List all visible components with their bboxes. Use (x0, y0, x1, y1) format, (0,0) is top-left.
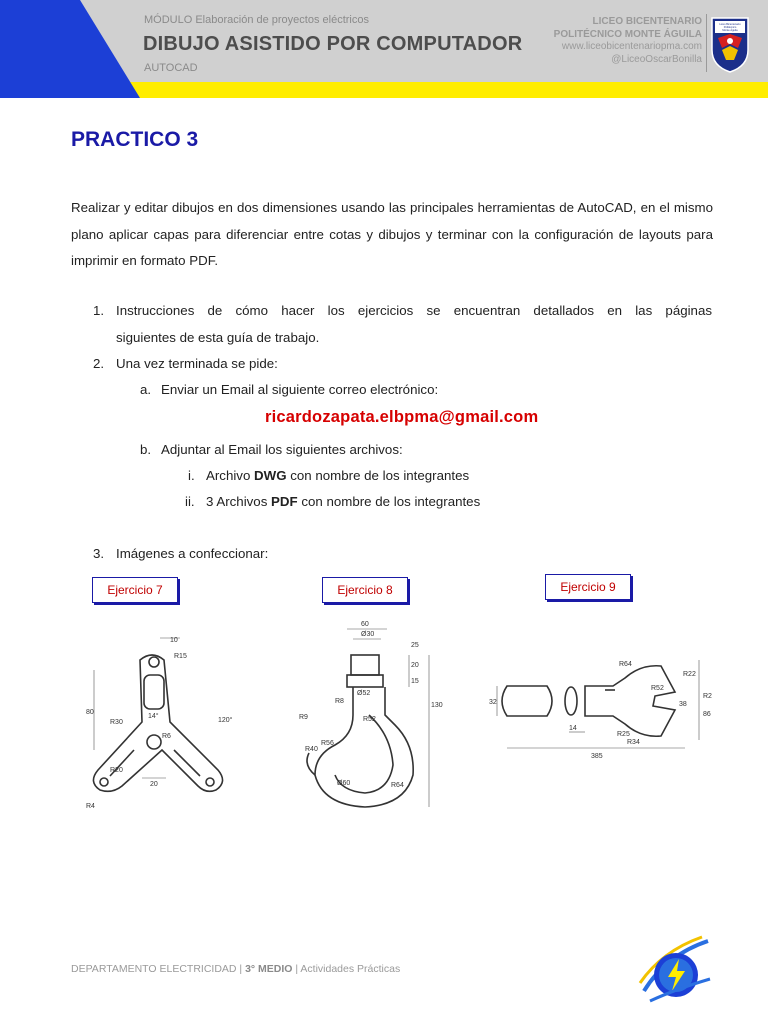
course-subtitle: AUTOCAD (144, 62, 198, 74)
dim-label: Ø30 (361, 631, 375, 638)
sub-i-format: DWG (254, 468, 287, 483)
dim-label: R9 (299, 714, 308, 721)
header-divider (706, 14, 707, 72)
school-crest-icon (710, 14, 750, 74)
school-website: www.liceobicentenariopma.com (561, 41, 702, 52)
list-number-1: 1. (93, 303, 105, 318)
footer-level: 3° MEDIO (245, 963, 293, 975)
email-address[interactable]: ricardozapata.elbpma@gmail.com (265, 408, 539, 426)
dim-label: 14° (148, 713, 159, 720)
page-title: PRACTICO 3 (71, 128, 199, 151)
dim-label: 130 (431, 702, 443, 709)
course-title: DIBUJO ASISTIDO POR COMPUTADOR (143, 33, 523, 55)
dim-label: R22 (683, 671, 696, 678)
sub-ii-format: PDF (271, 494, 298, 509)
dim-label: R64 (619, 661, 632, 668)
footer-text (71, 963, 400, 975)
list-letter-b: b. (140, 442, 152, 457)
module-name: MÓDULO Elaboración de proyectos eléctricos (144, 14, 369, 26)
list-item-2a: Enviar un Email al siguiente correo electrónico: (161, 382, 439, 397)
dim-label: R64 (391, 782, 404, 789)
dim-label: R20 (110, 767, 123, 774)
sub-ii-prefix: 3 Archivos (206, 494, 272, 509)
school-info (554, 16, 702, 66)
exercise-8-label: Ejercicio 8 (322, 577, 408, 603)
dim-label: 10 (170, 637, 178, 644)
dim-label: R15 (174, 653, 187, 660)
list-roman-ii: ii. (185, 494, 195, 509)
dim-label: 14 (569, 725, 577, 732)
dim-label: R40 (305, 746, 318, 753)
list-item-2: Una vez terminada se pide: (116, 356, 278, 371)
dim-label: R2 (703, 693, 712, 700)
footer-department: DEPARTAMENTO ELECTRICIDAD (71, 963, 237, 975)
dim-label: Ø60 (337, 780, 351, 787)
dim-label: R52 (363, 716, 376, 723)
dim-label: R6 (162, 733, 171, 740)
svg-text:Politécnico: Politécnico (723, 26, 737, 29)
dim-label: 60 (361, 621, 369, 628)
dim-label: Ø52 (357, 690, 371, 697)
sub-i-prefix: Archivo (206, 468, 255, 483)
list-number-2: 2. (93, 356, 105, 371)
header-blue-triangle (0, 0, 140, 98)
dim-label: R34 (627, 739, 640, 746)
svg-text:Liceo Bicentenario: Liceo Bicentenario (719, 23, 741, 26)
list-item-2b-ii (206, 493, 480, 511)
exercise-8-drawing (295, 615, 445, 820)
list-item-2b-i (206, 467, 469, 485)
exercise-7-label: Ejercicio 7 (92, 577, 178, 603)
school-name-line1: LICEO BICENTENARIO (592, 16, 702, 27)
dim-label: R4 (86, 803, 95, 810)
list-roman-i: i. (188, 468, 195, 483)
dim-label: 80 (86, 709, 94, 716)
electricity-logo-icon (636, 935, 712, 1007)
footer-separator: | (236, 963, 246, 975)
exercise-9-label: Ejercicio 9 (545, 574, 631, 600)
dim-label: 38 (679, 701, 687, 708)
dim-label: 15 (411, 678, 419, 685)
school-social: @LiceoOscarBonilla (611, 53, 702, 65)
list-item-2b: Adjuntar al Email los siguientes archivos: (161, 442, 403, 457)
dim-label: 385 (591, 753, 603, 760)
list-item-1-line1: Instrucciones de cómo hacer los ejercicios se encuentran detallados en las páginas (116, 303, 712, 318)
dim-label: 120° (218, 717, 233, 724)
intro-paragraph: Realizar y editar dibujos en dos dimensiones usando las principales herramientas de AutoCAD, en el mismo plano aplicar capas para diferenciar entre cotas y dibujos y terminar con la configuración de layouts para imprimir en formato PDF. (71, 200, 713, 268)
footer-activity: Actividades Prácticas (300, 963, 401, 975)
list-number-3: 3. (93, 546, 105, 561)
sub-i-suffix: con nombre de los integrantes (286, 468, 470, 483)
exercise-9-drawing (485, 640, 725, 765)
dim-label: R30 (110, 719, 123, 726)
dim-label: 20 (411, 662, 419, 669)
dim-label: 20 (150, 781, 158, 788)
dim-label: 32 (489, 699, 497, 706)
dim-label: 86 (703, 711, 711, 718)
exercise-7-drawing (70, 630, 250, 815)
school-name-line2: POLITÉCNICO MONTE ÁGUILA (553, 28, 702, 40)
sub-ii-suffix: con nombre de los integrantes (297, 494, 481, 509)
footer-separator: | (292, 963, 301, 975)
list-letter-a: a. (140, 382, 152, 397)
dim-label: R52 (651, 685, 664, 692)
dim-label: R56 (321, 740, 334, 747)
list-item-1-line2: siguientes de esta guía de trabajo. (116, 330, 320, 345)
dim-label: R25 (617, 731, 630, 738)
svg-text:Monte Águila: Monte Águila (722, 29, 738, 32)
list-item-3: Imágenes a confeccionar: (116, 546, 269, 561)
dim-label: 25 (411, 642, 419, 649)
dim-label: R8 (335, 698, 344, 705)
